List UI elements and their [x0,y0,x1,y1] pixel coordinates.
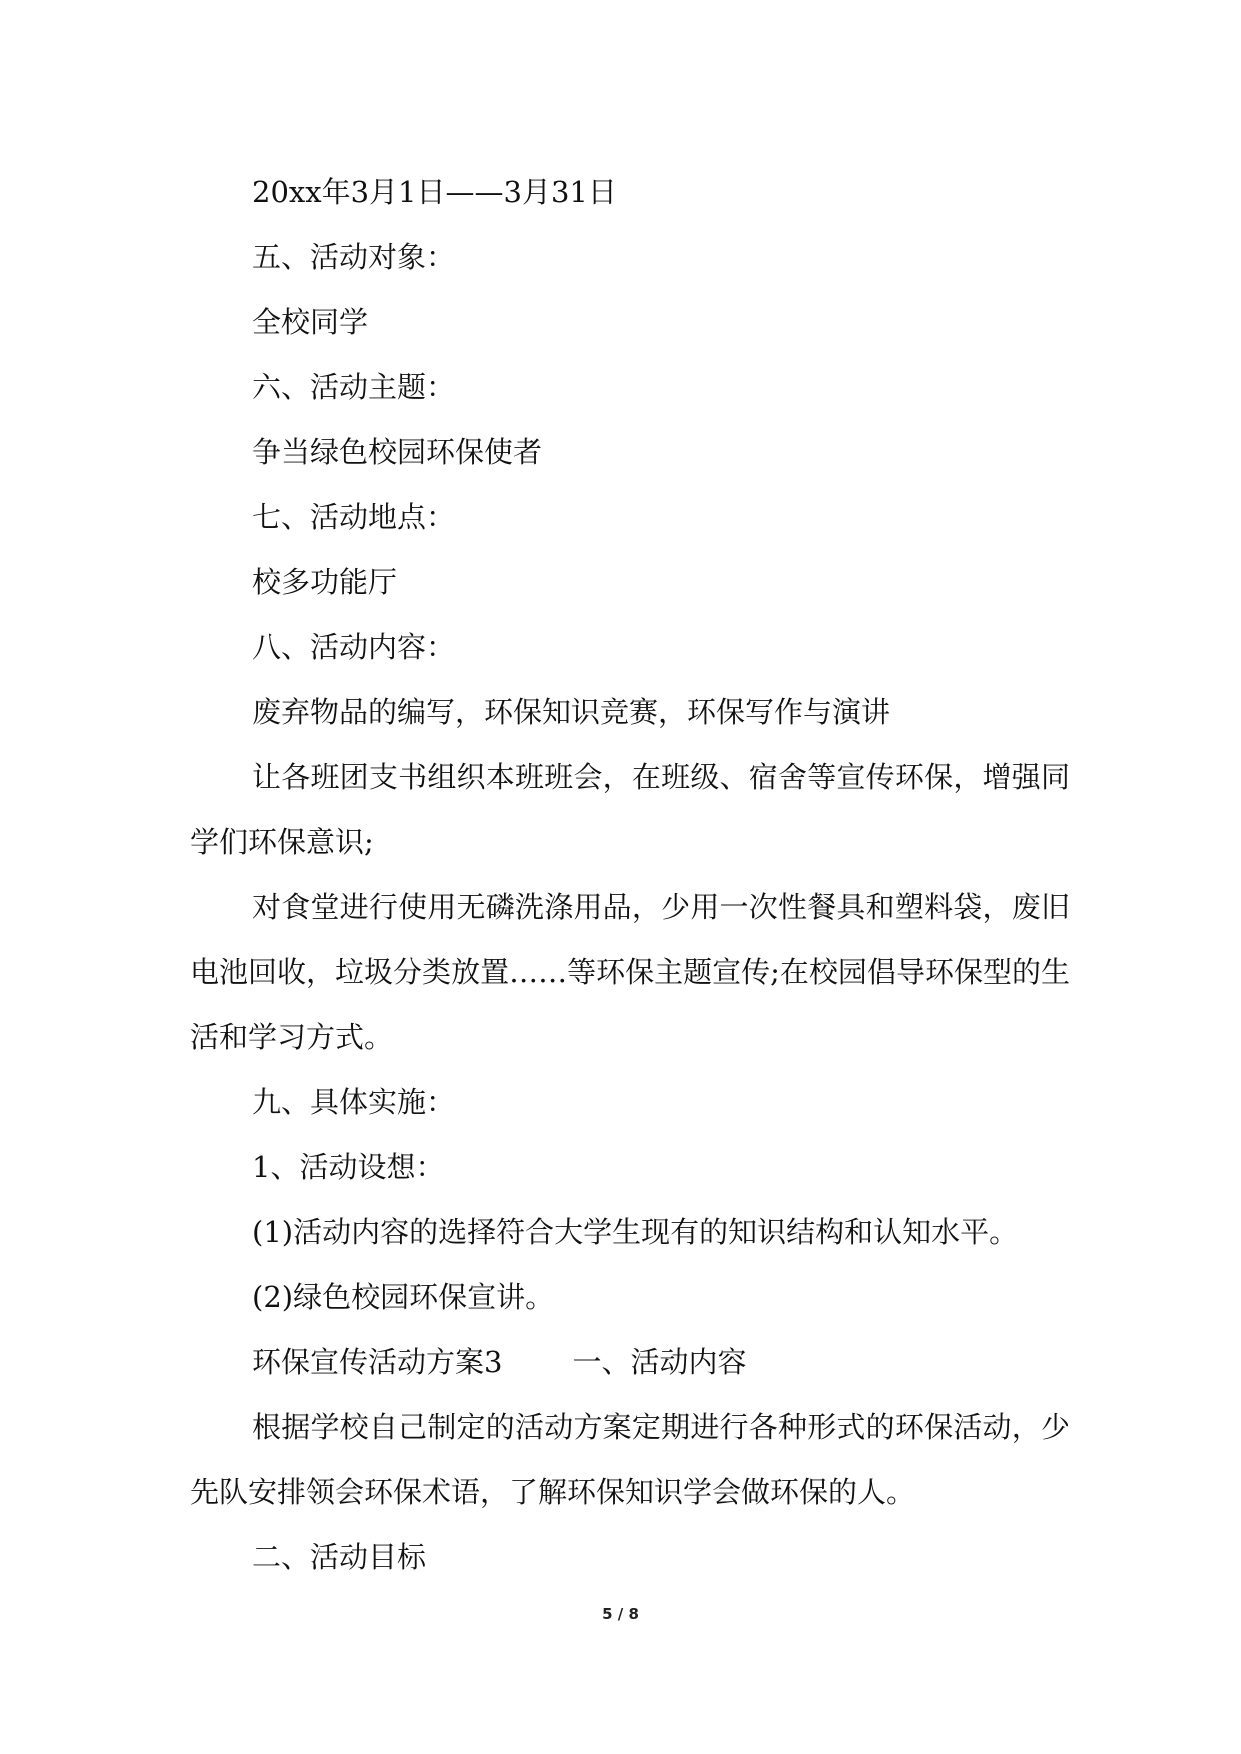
idea-item-1: (1)活动内容的选择符合大学生现有的知识结构和认知水平。 [252,1215,1019,1249]
heading-activity-goal: 二、活动目标 [252,1540,427,1574]
sub-heading-idea: 1、活动设想： [252,1150,445,1184]
paragraph-school-plan: 根据学校自己制定的活动方案定期进行各种形式的环保活动，少先队安排领会环保术语，了解环保知识学会做环保的人。 [190,1410,1070,1509]
heading-activity-content: 一、活动内容 [572,1345,747,1379]
location-value: 校多功能厅 [252,565,398,599]
theme-value: 争当绿色校园环保使者 [252,435,543,469]
heading-implementation: 九、具体实施： [252,1085,456,1119]
plan-title: 环保宣传活动方案3 [252,1345,503,1379]
date-range-line: 20xx年3月1日——3月31日 [252,175,617,209]
content-value: 废弃物品的编写，环保知识竞赛，环保写作与演讲 [252,695,891,729]
plan-title-line [190,1330,1070,1395]
body-text [190,160,1070,1590]
idea-item-2: (2)绿色校园环保宣讲。 [252,1280,555,1314]
heading-target: 五、活动对象： [252,240,456,274]
paragraph-canteen: 对食堂进行使用无磷洗涤用品，少用一次性餐具和塑料袋，废旧电池回收，垃圾分类放置……等环保主题宣传;在校园倡导环保型的生活和学习方式。 [190,890,1070,1054]
heading-location: 七、活动地点： [252,500,456,534]
page-number: 5 / 8 [602,1605,639,1623]
heading-theme: 六、活动主题： [252,370,456,404]
paragraph-class-meeting: 让各班团支书组织本班班会，在班级、宿舍等宣传环保，增强同学们环保意识; [190,760,1070,859]
heading-content: 八、活动内容： [252,630,456,664]
target-value: 全校同学 [252,305,369,339]
